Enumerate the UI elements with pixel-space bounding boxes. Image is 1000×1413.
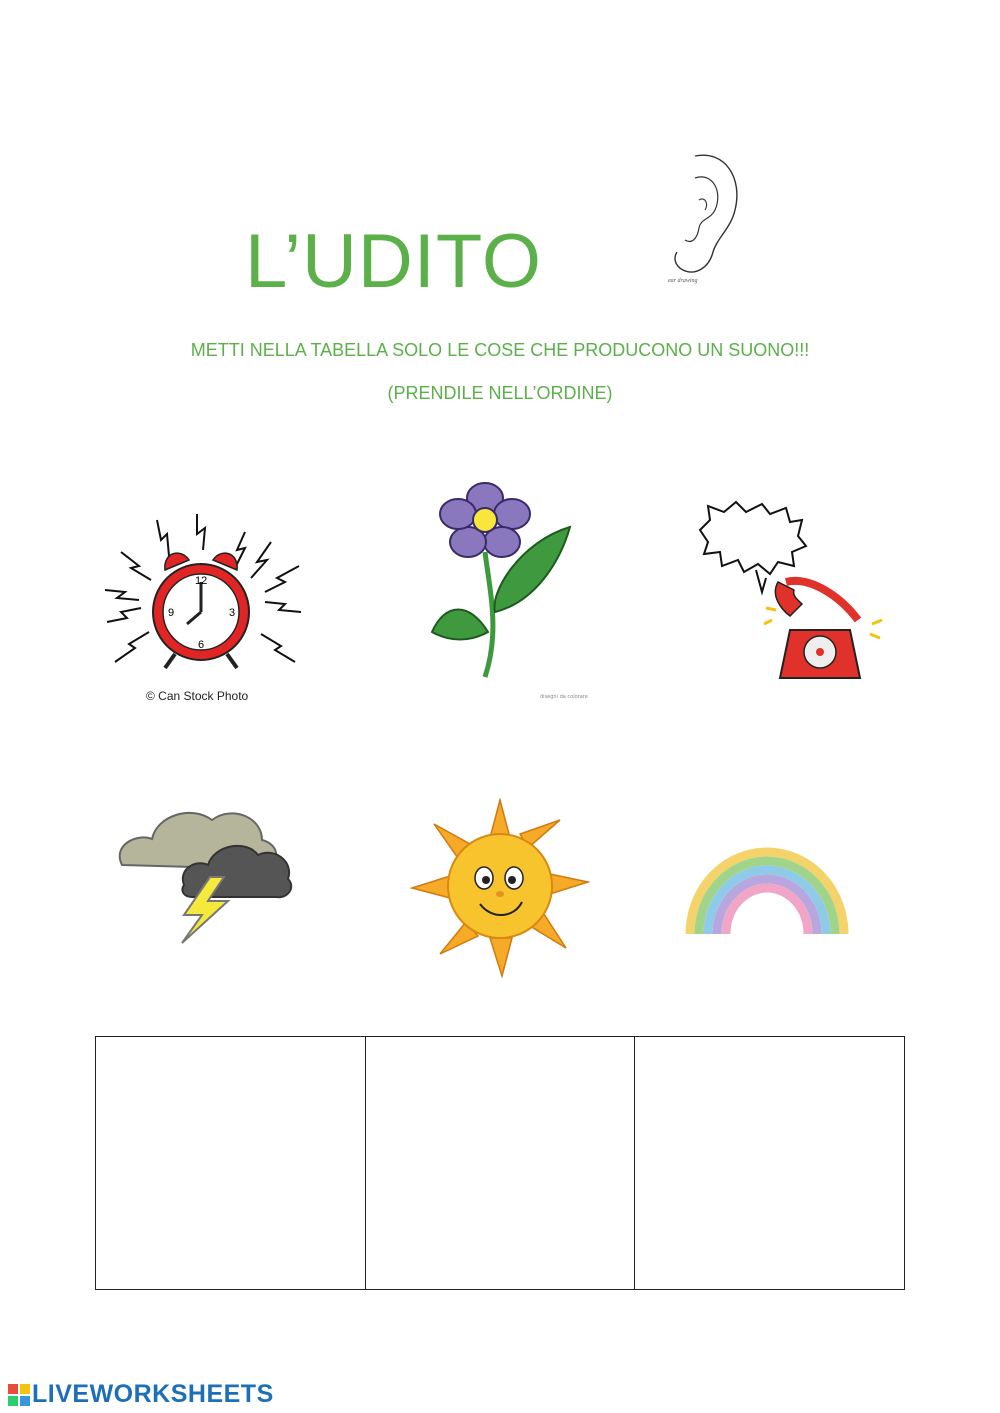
ear-icon bbox=[655, 148, 745, 288]
image-credit: © Can Stock Photo bbox=[146, 689, 249, 703]
brand-name: LIVEWORKSHEETS bbox=[32, 1380, 274, 1408]
svg-text:12: 12 bbox=[195, 575, 208, 587]
footer-brand[interactable] bbox=[8, 1380, 274, 1409]
liveworksheets-logo-icon bbox=[8, 1384, 30, 1406]
svg-text:9: 9 bbox=[168, 607, 175, 619]
svg-text:6: 6 bbox=[198, 639, 205, 651]
telephone-image[interactable] bbox=[690, 500, 890, 695]
rainbow-image[interactable] bbox=[682, 840, 852, 940]
sun-image[interactable] bbox=[410, 798, 590, 978]
flower-image[interactable] bbox=[430, 482, 580, 682]
instruction-subtext: (PRENDILE NELL’ORDINE) bbox=[387, 383, 613, 403]
svg-text:3: 3 bbox=[229, 607, 236, 619]
ear-caption: ear drawing bbox=[668, 278, 698, 284]
answer-cell[interactable] bbox=[96, 1037, 366, 1289]
answer-cell[interactable] bbox=[366, 1037, 636, 1289]
answer-table bbox=[95, 1036, 905, 1290]
alarm-clock-image[interactable] bbox=[95, 512, 307, 682]
image-credit: disegni da colorare bbox=[540, 694, 588, 700]
storm-cloud-image[interactable] bbox=[112, 795, 297, 945]
instruction-text: METTI NELLA TABELLA SOLO LE COSE CHE PRODUCONO UN SUONO!!! bbox=[190, 340, 810, 360]
page-title: L’UDITO bbox=[245, 219, 543, 304]
answer-cell[interactable] bbox=[635, 1037, 904, 1289]
